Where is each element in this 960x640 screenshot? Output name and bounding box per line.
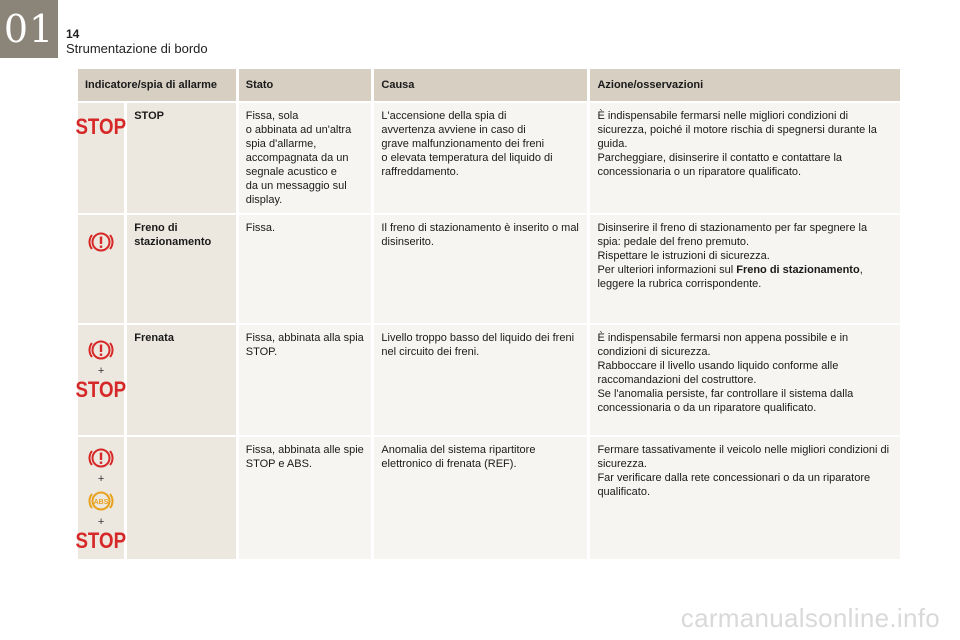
cause-cell: L'accensione della spia di avvertenza avviene in caso di grave malfunzionamento dei freni o elevata temperatura del liquido di raffreddamento. bbox=[374, 103, 587, 213]
table-row bbox=[78, 103, 900, 213]
state-cell: Fissa, sola o abbinata ad un'altra spia d'allarme, accompagnata da un segnale acustico e da un messaggio sul display. bbox=[239, 103, 372, 213]
column-header-cause: Causa bbox=[374, 69, 587, 101]
stop-warning-icon: STOP bbox=[75, 528, 127, 553]
indicator-icon-cell bbox=[75, 325, 127, 435]
column-header-state: Stato bbox=[239, 69, 372, 101]
table-header-row bbox=[78, 69, 900, 101]
table-row bbox=[78, 325, 900, 435]
indicator-name: Frenata bbox=[127, 325, 236, 435]
column-header-action: Azione/osservazioni bbox=[590, 69, 900, 101]
action-cell: Fermare tassativamente il veicolo nelle migliori condizioni di sicurezza. Far verificare dalla rete concessionari o da un riparatore qualificato. bbox=[590, 437, 900, 559]
stop-warning-icon: STOP bbox=[75, 114, 127, 139]
table-row bbox=[78, 437, 900, 559]
brake-warning-icon bbox=[86, 443, 116, 473]
indicator-name: STOP bbox=[127, 103, 236, 213]
state-cell: Fissa, abbinata alle spie STOP e ABS. bbox=[239, 437, 372, 559]
chapter-tab bbox=[0, 0, 58, 58]
abs-label: ABS bbox=[93, 499, 109, 506]
state-cell: Fissa, abbinata alla spia STOP. bbox=[239, 325, 372, 435]
abs-warning-icon bbox=[86, 486, 116, 516]
cross-reference-link: Freno di stazionamento bbox=[736, 264, 860, 276]
cause-cell: Livello troppo basso del liquido dei freni nel circuito dei freni. bbox=[374, 325, 587, 435]
brake-warning-icon bbox=[86, 227, 116, 257]
action-cell: È indispensabile fermarsi nelle migliori condizioni di sicurezza, poiché il motore rischia di spegnersi durante la guida. Parcheggiare, disinserire il contatto e contattare la concessionaria o un riparatore qualificato. bbox=[590, 103, 900, 213]
brake-warning-icon bbox=[86, 335, 116, 365]
indicator-icon-cell bbox=[78, 215, 124, 323]
plus-sign: + bbox=[97, 473, 105, 485]
column-header-indicator: Indicatore/spia di allarme bbox=[78, 69, 236, 101]
indicator-icon-cell bbox=[75, 103, 127, 213]
stop-warning-icon: STOP bbox=[75, 377, 127, 402]
plus-sign: + bbox=[97, 365, 105, 377]
section-title: Strumentazione di bordo bbox=[66, 41, 208, 56]
plus-sign: + bbox=[97, 516, 105, 528]
indicator-icon-cell bbox=[75, 437, 127, 559]
state-cell: Fissa. bbox=[239, 215, 372, 323]
cause-cell: Anomalia del sistema ripartitore elettronico di frenata (REF). bbox=[374, 437, 587, 559]
indicator-name bbox=[127, 437, 236, 559]
watermark-text: carmanualsonline.info bbox=[680, 603, 940, 633]
table-row bbox=[78, 215, 900, 323]
page-number: 14 bbox=[66, 27, 80, 41]
action-cell: È indispensabile fermarsi non appena possibile e in condizioni di sicurezza. Rabboccare il livello usando liquido conforme alle raccomandazioni del costruttore. Se l'anomalia persiste, far controllare il sistema dalla concessionaria o da un riparatore qualificato. bbox=[590, 325, 900, 435]
indicator-name: Freno di stazionamento bbox=[127, 215, 236, 323]
chapter-number: 01 bbox=[3, 7, 55, 51]
cause-cell: Il freno di stazionamento è inserito o mal disinserito. bbox=[374, 215, 587, 323]
warning-lights-table bbox=[75, 67, 903, 561]
action-cell: Disinserire il freno di stazionamento per far spegnere la spia: pedale del freno premuto. Rispettare le istruzioni di sicurezza. Per ulteriori informazioni sul Freno di stazionamento, leggere la rubrica corrispondente. bbox=[590, 215, 900, 323]
